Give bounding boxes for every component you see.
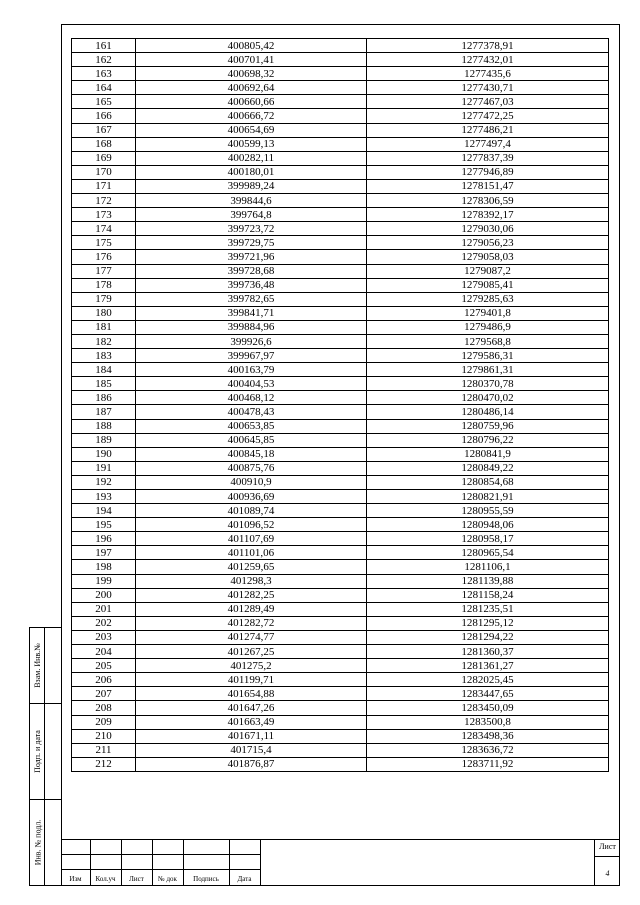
table-row	[72, 504, 609, 518]
point-number-cell: 185	[72, 377, 136, 391]
table-row	[72, 306, 609, 320]
point-number-cell: 166	[72, 109, 136, 123]
sheet-number: 4	[605, 869, 610, 878]
point-number-cell: 182	[72, 334, 136, 348]
coordinate-x-cell: 399782,65	[136, 292, 367, 306]
point-number-cell: 171	[72, 179, 136, 193]
coordinate-x-cell: 401654,88	[136, 687, 367, 701]
coordinate-x-cell: 401199,71	[136, 673, 367, 687]
coordinate-x-cell: 399967,97	[136, 349, 367, 363]
coordinate-y-cell: 1280821,91	[367, 490, 609, 504]
coordinate-x-cell: 399721,96	[136, 250, 367, 264]
table-row	[72, 95, 609, 109]
coordinate-x-cell: 399728,68	[136, 264, 367, 278]
point-number-cell: 180	[72, 306, 136, 320]
coordinate-y-cell: 1282025,45	[367, 673, 609, 687]
coordinate-x-cell: 399884,96	[136, 320, 367, 334]
coordinate-y-cell: 1283450,09	[367, 701, 609, 715]
coordinate-y-cell: 1278306,59	[367, 194, 609, 208]
coordinate-x-cell: 401259,65	[136, 560, 367, 574]
coordinate-y-cell: 1281295,12	[367, 616, 609, 630]
coordinate-y-cell: 1277486,21	[367, 123, 609, 137]
coordinate-y-cell: 1277430,71	[367, 81, 609, 95]
coordinate-y-cell: 1279861,31	[367, 363, 609, 377]
coordinate-x-cell: 401275,2	[136, 659, 367, 673]
point-number-cell: 206	[72, 673, 136, 687]
coordinate-x-cell: 400180,01	[136, 165, 367, 179]
table-row	[72, 405, 609, 419]
coordinate-x-cell: 399723,72	[136, 222, 367, 236]
table-row	[72, 349, 609, 363]
point-number-cell: 203	[72, 630, 136, 644]
coordinate-x-cell: 400910,9	[136, 475, 367, 489]
table-row	[72, 179, 609, 193]
coordinate-x-cell: 400654,69	[136, 123, 367, 137]
table-row	[72, 292, 609, 306]
table-row	[72, 433, 609, 447]
coordinate-y-cell: 1283500,8	[367, 715, 609, 729]
table-row	[72, 645, 609, 659]
table-row	[72, 81, 609, 95]
sheet-label: Лист	[599, 842, 616, 851]
point-number-cell: 198	[72, 560, 136, 574]
coordinate-x-cell: 400701,41	[136, 53, 367, 67]
coordinate-y-cell: 1280965,54	[367, 546, 609, 560]
table-row	[72, 109, 609, 123]
point-number-cell: 168	[72, 137, 136, 151]
table-row	[72, 729, 609, 743]
point-number-cell: 202	[72, 616, 136, 630]
coordinate-x-cell: 400805,42	[136, 39, 367, 53]
table-row	[72, 222, 609, 236]
coordinate-x-cell: 400478,43	[136, 405, 367, 419]
table-row	[72, 461, 609, 475]
table-row	[72, 574, 609, 588]
coordinate-y-cell: 1279586,31	[367, 349, 609, 363]
table-row	[72, 616, 609, 630]
coordinate-x-cell: 400282,11	[136, 151, 367, 165]
coordinate-y-cell: 1277946,89	[367, 165, 609, 179]
coordinate-x-cell: 401267,25	[136, 645, 367, 659]
coordinate-x-cell: 399989,24	[136, 179, 367, 193]
coordinate-x-cell: 399926,6	[136, 334, 367, 348]
coordinate-x-cell: 401282,25	[136, 588, 367, 602]
coordinate-y-cell: 1280948,06	[367, 518, 609, 532]
coordinate-x-cell: 400404,53	[136, 377, 367, 391]
coordinate-y-cell: 1280849,22	[367, 461, 609, 475]
point-number-cell: 178	[72, 278, 136, 292]
table-row	[72, 250, 609, 264]
table-row	[72, 137, 609, 151]
title-col-change: Изм	[69, 875, 82, 883]
coordinate-x-cell: 400936,69	[136, 490, 367, 504]
coordinate-y-cell: 1280796,22	[367, 433, 609, 447]
table-row	[72, 194, 609, 208]
coordinate-x-cell: 400845,18	[136, 447, 367, 461]
coordinate-y-cell: 1279401,8	[367, 306, 609, 320]
coordinate-y-cell: 1280854,68	[367, 475, 609, 489]
coordinate-x-cell: 400698,32	[136, 67, 367, 81]
point-number-cell: 196	[72, 532, 136, 546]
table-row	[72, 377, 609, 391]
coordinate-y-cell: 1281106,1	[367, 560, 609, 574]
table-row	[72, 53, 609, 67]
side-cell-replacement	[30, 628, 62, 704]
point-number-cell: 201	[72, 602, 136, 616]
coordinate-y-cell: 1279486,9	[367, 320, 609, 334]
table-row	[72, 673, 609, 687]
point-number-cell: 186	[72, 391, 136, 405]
coordinate-x-cell: 401647,26	[136, 701, 367, 715]
coordinate-y-cell: 1283447,65	[367, 687, 609, 701]
coordinate-y-cell: 1281360,37	[367, 645, 609, 659]
point-number-cell: 183	[72, 349, 136, 363]
point-number-cell: 172	[72, 194, 136, 208]
table-row	[72, 447, 609, 461]
side-cell-signature-date	[30, 704, 62, 800]
coordinate-y-cell: 1278151,47	[367, 179, 609, 193]
point-number-cell: 199	[72, 574, 136, 588]
coordinate-y-cell: 1281361,27	[367, 659, 609, 673]
coordinate-x-cell: 401663,49	[136, 715, 367, 729]
table-row	[72, 165, 609, 179]
coordinate-y-cell: 1280955,59	[367, 504, 609, 518]
title-col-date: Дата	[237, 875, 252, 883]
coordinate-y-cell: 1279568,8	[367, 334, 609, 348]
point-number-cell: 179	[72, 292, 136, 306]
coordinate-x-cell: 400645,85	[136, 433, 367, 447]
coordinate-x-cell: 400660,66	[136, 95, 367, 109]
point-number-cell: 191	[72, 461, 136, 475]
side-stamp	[29, 627, 62, 886]
point-number-cell: 200	[72, 588, 136, 602]
coordinate-y-cell: 1280841,9	[367, 447, 609, 461]
coordinate-x-cell: 400692,64	[136, 81, 367, 95]
point-number-cell: 211	[72, 743, 136, 757]
table-row	[72, 391, 609, 405]
point-number-cell: 205	[72, 659, 136, 673]
point-number-cell: 189	[72, 433, 136, 447]
title-col-signature: Подпись	[193, 875, 219, 883]
coordinate-x-cell: 400653,85	[136, 419, 367, 433]
title-col-count: Кол.уч	[95, 875, 116, 883]
point-number-cell: 204	[72, 645, 136, 659]
coordinate-y-cell: 1277467,03	[367, 95, 609, 109]
coordinate-y-cell: 1279285,63	[367, 292, 609, 306]
coordinate-x-cell: 401282,72	[136, 616, 367, 630]
table-row	[72, 475, 609, 489]
coordinate-y-cell: 1279087,2	[367, 264, 609, 278]
point-number-cell: 167	[72, 123, 136, 137]
point-number-cell: 212	[72, 757, 136, 771]
coordinates-table	[71, 38, 609, 772]
point-number-cell: 174	[72, 222, 136, 236]
coordinate-y-cell: 1277435,6	[367, 67, 609, 81]
table-row	[72, 208, 609, 222]
table-row	[72, 532, 609, 546]
point-number-cell: 187	[72, 405, 136, 419]
table-row	[72, 602, 609, 616]
point-number-cell: 161	[72, 39, 136, 53]
point-number-cell: 169	[72, 151, 136, 165]
coordinate-y-cell: 1281235,51	[367, 602, 609, 616]
coordinate-x-cell: 400163,79	[136, 363, 367, 377]
table-row	[72, 687, 609, 701]
coordinate-y-cell: 1283711,92	[367, 757, 609, 771]
table-row	[72, 546, 609, 560]
coordinate-y-cell: 1280370,78	[367, 377, 609, 391]
coordinate-y-cell: 1281158,24	[367, 588, 609, 602]
table-row	[72, 490, 609, 504]
point-number-cell: 197	[72, 546, 136, 560]
coordinate-x-cell: 401298,3	[136, 574, 367, 588]
coordinate-x-cell: 401876,87	[136, 757, 367, 771]
point-number-cell: 194	[72, 504, 136, 518]
title-col-sheet: Лист	[129, 875, 144, 883]
point-number-cell: 188	[72, 419, 136, 433]
coordinate-y-cell: 1279030,06	[367, 222, 609, 236]
table-row	[72, 588, 609, 602]
side-cell-original-inv	[30, 800, 62, 886]
table-row	[72, 123, 609, 137]
point-number-cell: 162	[72, 53, 136, 67]
table-row	[72, 715, 609, 729]
table-row	[72, 334, 609, 348]
coordinate-y-cell: 1281139,88	[367, 574, 609, 588]
coordinate-x-cell: 399729,75	[136, 236, 367, 250]
coordinate-y-cell: 1280470,02	[367, 391, 609, 405]
coordinate-x-cell: 400875,76	[136, 461, 367, 475]
table-row	[72, 560, 609, 574]
table-row	[72, 278, 609, 292]
point-number-cell: 207	[72, 687, 136, 701]
point-number-cell: 193	[72, 490, 136, 504]
coordinate-y-cell: 1281294,22	[367, 630, 609, 644]
coordinate-x-cell: 401274,77	[136, 630, 367, 644]
coordinate-y-cell: 1280486,14	[367, 405, 609, 419]
table-row	[72, 39, 609, 53]
point-number-cell: 184	[72, 363, 136, 377]
table-row	[72, 320, 609, 334]
title-block	[61, 839, 620, 886]
point-number-cell: 181	[72, 320, 136, 334]
coordinate-y-cell: 1277472,25	[367, 109, 609, 123]
coordinate-x-cell: 401101,06	[136, 546, 367, 560]
point-number-cell: 170	[72, 165, 136, 179]
table-row	[72, 264, 609, 278]
point-number-cell: 176	[72, 250, 136, 264]
point-number-cell: 165	[72, 95, 136, 109]
table-row	[72, 67, 609, 81]
coordinate-y-cell: 1277837,39	[367, 151, 609, 165]
point-number-cell: 195	[72, 518, 136, 532]
table-row	[72, 659, 609, 673]
coordinate-x-cell: 401107,69	[136, 532, 367, 546]
table-row	[72, 363, 609, 377]
coordinate-y-cell: 1279058,03	[367, 250, 609, 264]
side-label-replacement-inv: Взам. Инв.№	[33, 643, 43, 688]
side-label-original-inv: Инв. № подл.	[33, 819, 42, 866]
coordinate-x-cell: 399841,71	[136, 306, 367, 320]
table-row	[72, 419, 609, 433]
point-number-cell: 164	[72, 81, 136, 95]
coordinate-y-cell: 1277432,01	[367, 53, 609, 67]
coordinate-y-cell: 1277497,4	[367, 137, 609, 151]
coordinate-x-cell: 401289,49	[136, 602, 367, 616]
coordinate-y-cell: 1278392,17	[367, 208, 609, 222]
coordinate-y-cell: 1283498,36	[367, 729, 609, 743]
coordinates-table-body	[72, 39, 609, 772]
table-row	[72, 743, 609, 757]
point-number-cell: 190	[72, 447, 136, 461]
coordinate-x-cell: 400666,72	[136, 109, 367, 123]
coordinate-x-cell: 399736,48	[136, 278, 367, 292]
coordinate-x-cell: 399764,8	[136, 208, 367, 222]
table-row	[72, 236, 609, 250]
coordinate-y-cell: 1279056,23	[367, 236, 609, 250]
coordinate-y-cell: 1283636,72	[367, 743, 609, 757]
point-number-cell: 209	[72, 715, 136, 729]
point-number-cell: 163	[72, 67, 136, 81]
side-label-signature-date: Подп. и дата	[33, 730, 42, 773]
coordinate-x-cell: 401671,11	[136, 729, 367, 743]
coordinate-x-cell: 401715,4	[136, 743, 367, 757]
title-col-doc-number: № док	[158, 875, 177, 883]
coordinate-x-cell: 401096,52	[136, 518, 367, 532]
coordinate-y-cell: 1279085,41	[367, 278, 609, 292]
point-number-cell: 173	[72, 208, 136, 222]
coordinate-x-cell: 399844,6	[136, 194, 367, 208]
table-row	[72, 630, 609, 644]
coordinate-x-cell: 400599,13	[136, 137, 367, 151]
point-number-cell: 175	[72, 236, 136, 250]
point-number-cell: 177	[72, 264, 136, 278]
coordinate-x-cell: 401089,74	[136, 504, 367, 518]
table-row	[72, 701, 609, 715]
table-row	[72, 518, 609, 532]
coordinate-x-cell: 400468,12	[136, 391, 367, 405]
point-number-cell: 208	[72, 701, 136, 715]
point-number-cell: 210	[72, 729, 136, 743]
coordinate-y-cell: 1277378,91	[367, 39, 609, 53]
table-row	[72, 151, 609, 165]
point-number-cell: 192	[72, 475, 136, 489]
coordinate-y-cell: 1280958,17	[367, 532, 609, 546]
table-row	[72, 757, 609, 771]
coordinate-y-cell: 1280759,96	[367, 419, 609, 433]
